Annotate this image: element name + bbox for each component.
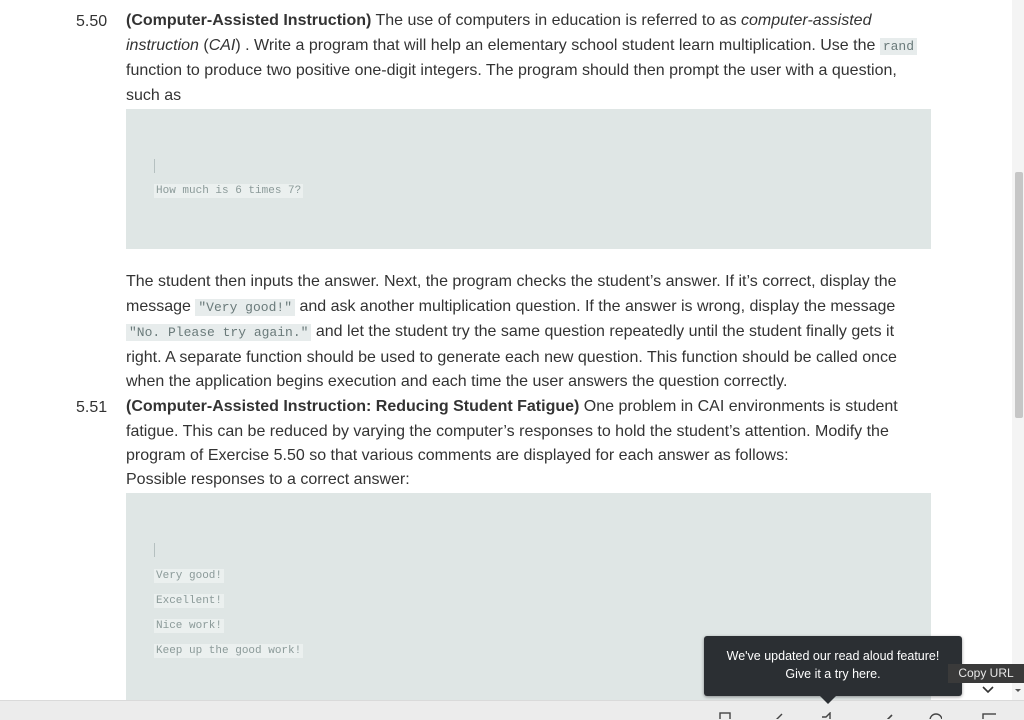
exercise-5-50-title: (Computer-Assisted Instruction) (126, 12, 372, 29)
exercise-number-5-51: 5.51 (76, 399, 108, 416)
read-aloud-icon[interactable] (820, 712, 834, 719)
code-cursor (154, 159, 155, 173)
scrollbar-thumb[interactable] (1015, 172, 1023, 418)
bottom-toolbar (0, 700, 1024, 720)
no-please-code: "No. Please try again." (126, 324, 311, 341)
code-cursor (154, 543, 155, 557)
tooltip-line-2: Give it a try here. (785, 667, 881, 681)
code-block-question (126, 109, 931, 249)
copy-url-button[interactable]: Copy URL (948, 664, 1024, 683)
chevron-down-icon[interactable] (980, 684, 996, 696)
code-line: How much is 6 times 7? (156, 185, 302, 197)
arrow-icon[interactable] (770, 712, 784, 719)
exercise-5-51-title: (Computer-Assisted Instruction: Reducing Student Fatigue) (126, 398, 580, 415)
code-line: Excellent! (156, 595, 223, 607)
tooltip-line-1: We've updated our read aloud feature! (726, 649, 940, 663)
scroll-down-arrow-icon[interactable] (1014, 686, 1022, 696)
exercise-5-50-body: The student then inputs the answer. Next, the program checks the student’s answer. If it’s correct, display the message "Very good!" and ask another multiplication question. If the answer is wrong, display the message "No. Please try again." and let the student try the same question repeatedly until the student finally gets it right. A separate function should be used to generate each new question. This function should be called once when the application begins execution and each time the user answers the question correctly. (126, 273, 897, 391)
exercise-5-51-body: (Computer-Assisted Instruction: Reducing Student Fatigue) One problem in CAI environments is student fatigue. This can be reduced by varying the computer’s responses to hold the student’s attention. Modify the program of Exercise 5.50 so that various comments are displayed for each answer as follows: (126, 398, 898, 465)
tooltip-arrow (820, 696, 836, 704)
search-icon[interactable] (928, 712, 942, 719)
very-good-code: "Very good!" (195, 299, 295, 316)
read-aloud-tooltip[interactable] (704, 636, 962, 696)
code-line: Nice work! (156, 620, 223, 632)
responses-label: Possible responses to a correct answer: (126, 471, 410, 488)
bookmark-icon[interactable] (718, 712, 732, 719)
pen-icon[interactable] (880, 712, 894, 719)
cai-term: computer-assisted instruction (126, 12, 872, 54)
code-line: Keep up the good work! (156, 645, 302, 657)
rand-code: rand (880, 38, 917, 55)
exercise-number-5-50: 5.50 (76, 13, 108, 30)
code-line: Very good! (156, 570, 223, 582)
cai-abbr: CAI (208, 36, 236, 54)
exercise-5-50-intro: (Computer-Assisted Instruction) The use of computers in education is referred to as computer-assisted instruction (CAI) . Write a program that will help an elementary school student learn multiplication. Use the rand function to produce two positive one-digit integers. The program should then prompt the user with a question, such as (126, 9, 926, 108)
note-icon[interactable] (982, 712, 996, 719)
